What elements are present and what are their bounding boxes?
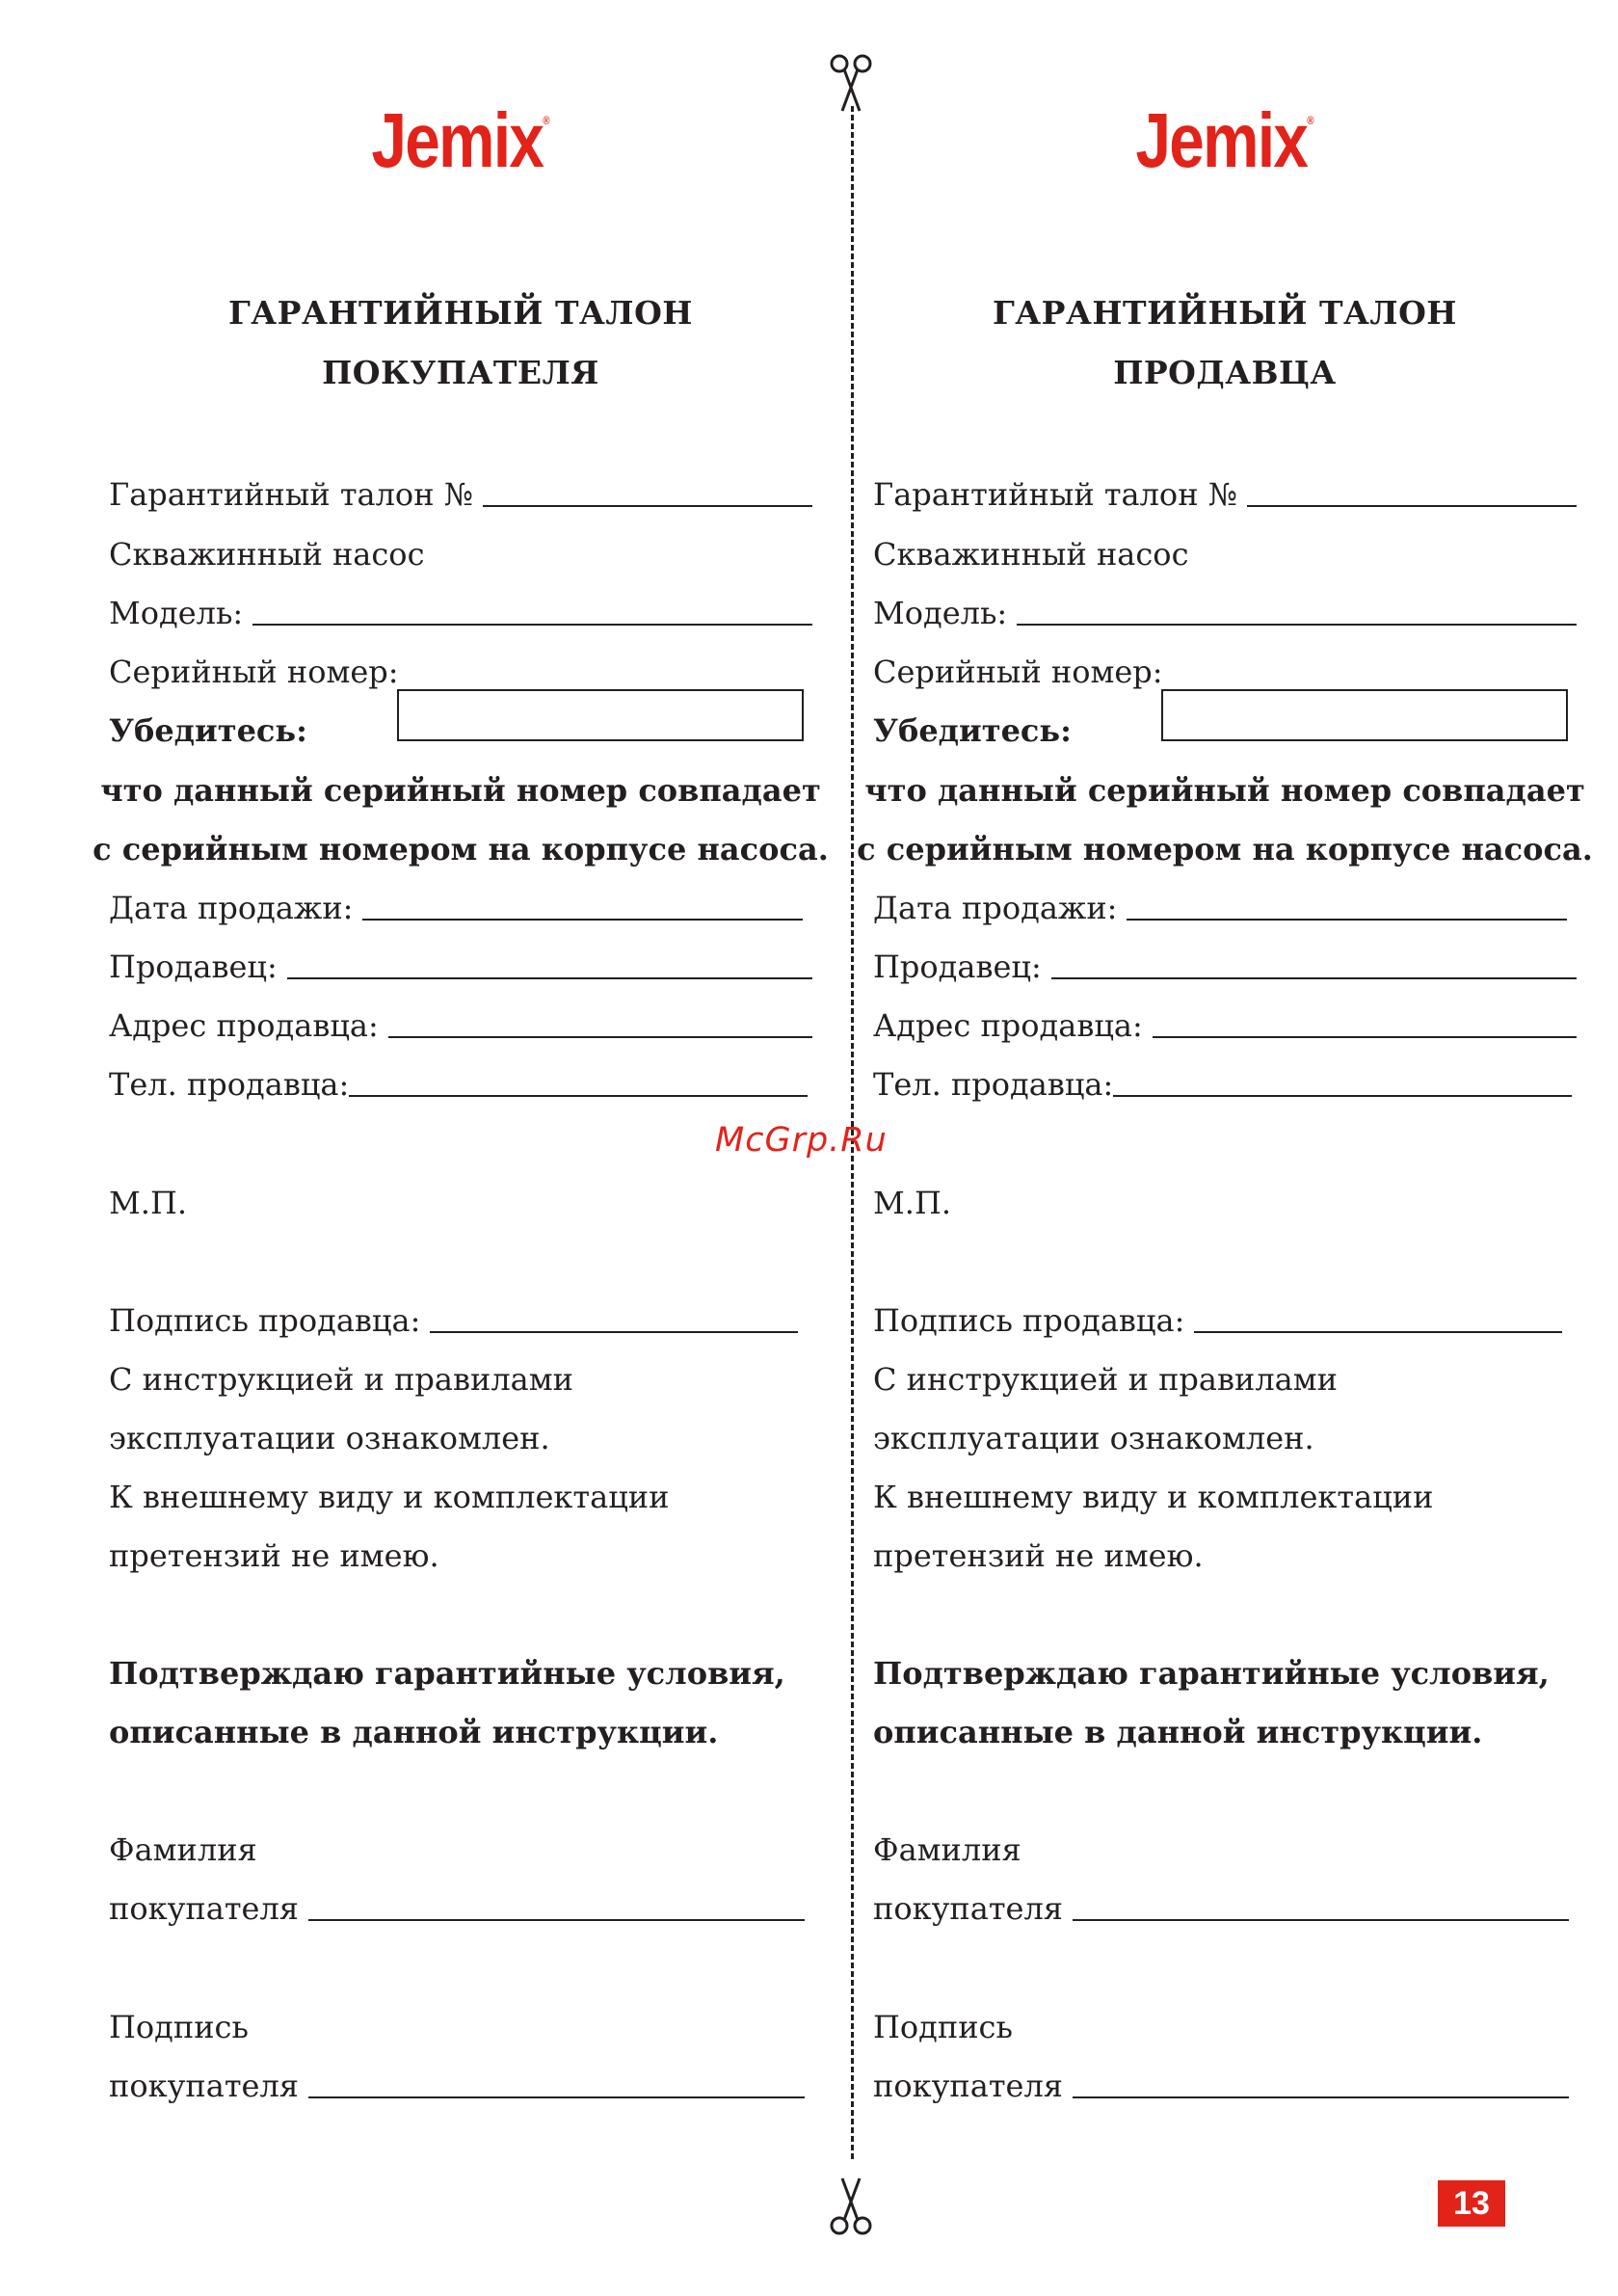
verify-text-1: что данный серийный номер совпадает	[100, 772, 821, 809]
ack-text-2: эксплуатации ознакомлен.	[873, 1420, 1314, 1456]
pump-label: Скважинный насос	[873, 536, 1189, 573]
ack-text-1: С инструкцией и правилами	[109, 1361, 573, 1398]
verify-text-1: что данный серийный номер совпадает	[864, 772, 1585, 809]
seller-coupon	[857, 0, 1593, 2296]
scissors-icon	[827, 2176, 875, 2236]
verify-label: Убедитесь:	[109, 712, 307, 749]
ack-text-3: К внешнему виду и комплектации	[109, 1479, 670, 1515]
stamp-label: М.П.	[873, 1185, 952, 1221]
seller-signature-field[interactable]: Подпись продавца:	[873, 1296, 1562, 1339]
sale-date-field[interactable]: Дата продажи:	[873, 884, 1567, 926]
seller-address-field[interactable]: Адрес продавца:	[873, 1001, 1577, 1044]
buyer-surname-field[interactable]: покупателя	[109, 1884, 805, 1927]
buyer-signature-field[interactable]: покупателя	[109, 2062, 805, 2104]
coupon-title: ГАРАНТИЙНЫЙ ТАЛОН	[228, 294, 693, 332]
confirm-text-1: Подтверждаю гарантийные условия,	[873, 1655, 1550, 1692]
pump-label: Скважинный насос	[109, 536, 425, 573]
seller-address-field[interactable]: Адрес продавца:	[109, 1001, 812, 1044]
serial-label: Серийный номер:	[873, 654, 1163, 690]
verify-text-2: с серийным номером на корпусе насоса.	[857, 831, 1593, 868]
jemix-logo: Jemix®	[1135, 97, 1314, 183]
buyer-coupon	[93, 0, 829, 2296]
ack-text-1: С инструкцией и правилами	[873, 1361, 1338, 1398]
coupon-title: ГАРАНТИЙНЫЙ ТАЛОН	[993, 294, 1457, 332]
seller-field[interactable]: Продавец:	[873, 943, 1577, 985]
confirm-text-2: описанные в данной инструкции.	[109, 1714, 719, 1750]
coupon-subtitle: ПРОДАВЦА	[1113, 354, 1337, 391]
model-field[interactable]: Модель:	[109, 589, 812, 631]
surname-label: Фамилия	[109, 1831, 257, 1868]
seller-phone-field[interactable]: Тел. продавца:	[873, 1060, 1572, 1103]
stamp-label: М.П.	[109, 1185, 188, 1221]
signature-label: Подпись	[873, 2009, 1013, 2045]
talon-number-field[interactable]: Гарантийный талон №	[873, 470, 1577, 513]
seller-signature-field[interactable]: Подпись продавца:	[109, 1296, 798, 1339]
scissors-icon	[827, 53, 875, 113]
ack-text-3: К внешнему виду и комплектации	[873, 1479, 1434, 1515]
ack-text-2: эксплуатации ознакомлен.	[109, 1420, 550, 1456]
confirm-text-2: описанные в данной инструкции.	[873, 1714, 1483, 1750]
jemix-logo: Jemix®	[371, 97, 550, 183]
page-number: 13	[1438, 2180, 1505, 2227]
seller-phone-field[interactable]: Тел. продавца:	[109, 1060, 808, 1103]
model-field[interactable]: Модель:	[873, 589, 1577, 631]
confirm-text-1: Подтверждаю гарантийные условия,	[109, 1655, 785, 1692]
ack-text-4: претензий не имею.	[109, 1537, 439, 1574]
buyer-surname-field[interactable]: покупателя	[873, 1884, 1569, 1927]
watermark: McGrp.Ru	[715, 1121, 888, 1160]
buyer-signature-field[interactable]: покупателя	[873, 2062, 1569, 2104]
talon-number-field[interactable]: Гарантийный талон №	[109, 470, 812, 513]
coupon-subtitle: ПОКУПАТЕЛЯ	[322, 354, 599, 391]
surname-label: Фамилия	[873, 1831, 1021, 1868]
ack-text-4: претензий не имею.	[873, 1537, 1204, 1574]
signature-label: Подпись	[109, 2009, 249, 2045]
seller-field[interactable]: Продавец:	[109, 943, 812, 985]
sale-date-field[interactable]: Дата продажи:	[109, 884, 803, 926]
verify-label: Убедитесь:	[873, 712, 1072, 749]
verify-text-2: с серийным номером на корпусе насоса.	[93, 831, 829, 868]
serial-label: Серийный номер:	[109, 654, 399, 690]
